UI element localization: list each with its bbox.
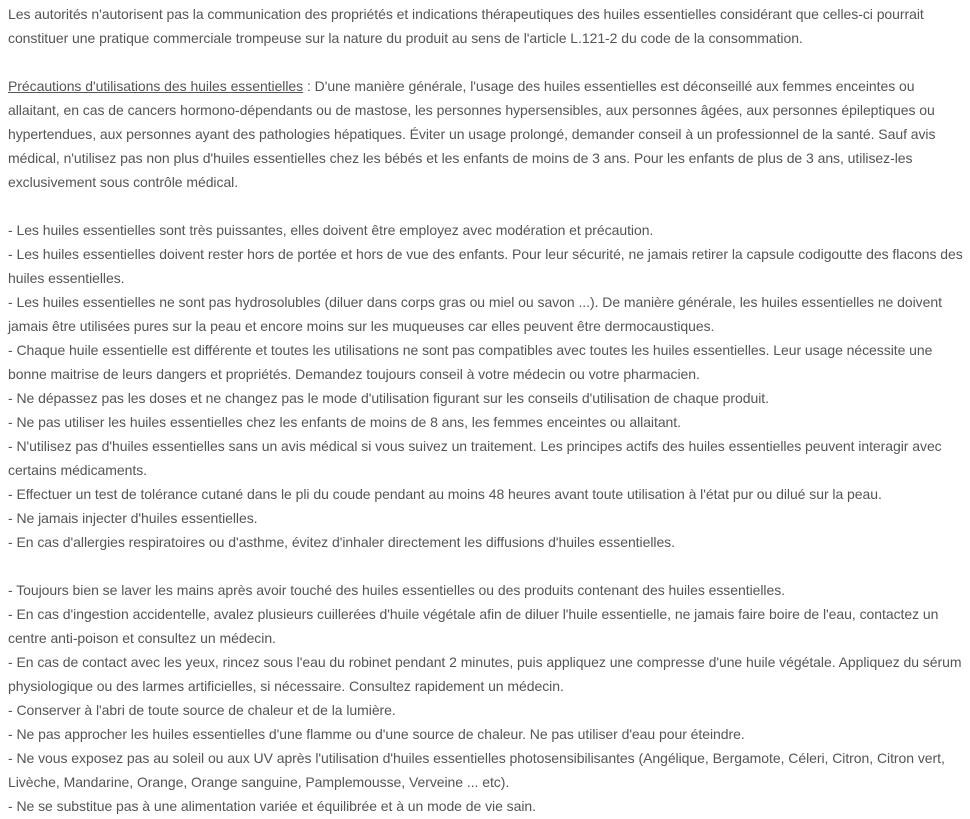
list-item: - Conserver à l'abri de toute source de chaleur et de la lumière. xyxy=(8,702,396,718)
precautions-separator: : xyxy=(303,78,315,94)
precautions-paragraph xyxy=(8,74,966,194)
list-item: - Ne dépassez pas les doses et ne changez pas le mode d'utilisation figurant sur les conseils d'utilisation de chaque produit. xyxy=(8,390,769,406)
list-item: - Les huiles essentielles ne sont pas hydrosolubles (diluer dans corps gras ou miel ou savon ...). De manière générale, les huiles essentielles ne doivent jamais être utilisées pures sur la peau et encore moins sur les muqueuses car elles peuvent être dermocaustiques. xyxy=(8,294,942,334)
list-item: - Ne jamais injecter d'huiles essentielles. xyxy=(8,510,258,526)
list-item: - En cas d'ingestion accidentelle, avalez plusieurs cuillerées d'huile végétale afin de diluer l'huile essentielle, ne jamais faire boire de l'eau, contactez un centre anti-poison et consultez un médecin. xyxy=(8,606,939,646)
precautions-list-1 xyxy=(8,218,966,554)
precautions-text: D'une manière générale, l'usage des huiles essentielles est déconseillé aux femmes enceintes ou allaitant, en cas de cancers hormono-dépendants ou de mastose, les personnes hypersensibles, aux personnes âgées, aux personnes épileptiques ou hypertendues, aux personnes ayant des pathologies hépatiques. Éviter un usage prolongé, demander conseil à un professionnel de la santé. Sauf avis médical, n'utilisez pas non plus d'huiles essentielles chez les bébés et les enfants de moins de 3 ans. Pour les enfants de plus de 3 ans, utilisez-les exclusivement sous contrôle médical. xyxy=(8,78,936,190)
list-item: - En cas de contact avec les yeux, rincez sous l'eau du robinet pendant 2 minutes, puis appliquez une compresse d'une huile végétale. Appliquez du sérum physiologique ou des larmes artificielles, si nécessaire. Consultez rapidement un médecin. xyxy=(8,654,962,694)
list-item: - Toujours bien se laver les mains après avoir touché des huiles essentielles ou des produits contenant des huiles essentielles. xyxy=(8,582,786,598)
list-item: - Chaque huile essentielle est différente et toutes les utilisations ne sont pas compatibles avec toutes les huiles essentielles. Leur usage nécessite une bonne maitrise de leurs dangers et propriétés. Demandez toujours conseil à votre médecin ou votre pharmacien. xyxy=(8,342,933,382)
list-item: - Les huiles essentielles sont très puissantes, elles doivent être employez avec modération et précaution. xyxy=(8,222,654,238)
precautions-title: Précautions d'utilisations des huiles essentielles xyxy=(8,78,304,94)
intro-paragraph: Les autorités n'autorisent pas la communication des propriétés et indications thérapeutiques des huiles essentielles considérant que celles-ci pourrait constituer une pratique commerciale trompeuse sur la nature du produit au sens de l'article L.121-2 du code de la consommation. xyxy=(8,6,924,46)
list-item: - Ne pas utiliser les huiles essentielles chez les enfants de moins de 8 ans, les femmes enceintes ou allaitant. xyxy=(8,414,681,430)
spacer xyxy=(8,554,966,578)
precautions-list-2 xyxy=(8,578,966,818)
list-item: - En cas d'allergies respiratoires ou d'asthme, évitez d'inhaler directement les diffusions d'huiles essentielles. xyxy=(8,534,675,550)
list-item: - Ne se substitue pas à une alimentation variée et équilibrée et à un mode de vie sain. xyxy=(8,798,536,814)
spacer xyxy=(8,50,966,74)
list-item: - Effectuer un test de tolérance cutané dans le pli du coude pendant au moins 48 heures avant toute utilisation à l'état pur ou dilué sur la peau. xyxy=(8,486,882,502)
list-item: - N'utilisez pas d'huiles essentielles sans un avis médical si vous suivez un traitement. Les principes actifs des huiles essentielles peuvent interagir avec certains médicaments. xyxy=(8,438,942,478)
spacer xyxy=(8,194,966,218)
list-item: - Ne vous exposez pas au soleil ou aux UV après l'utilisation d'huiles essentielles photosensibilisantes (Angélique, Bergamote, Céleri, Citron, Citron vert, Livèche, Mandarine, Orange, Orange sanguine, Pamplemousse, Verveine ... etc). xyxy=(8,750,945,790)
list-item: - Les huiles essentielles doivent rester hors de portée et hors de vue des enfants. Pour leur sécurité, ne jamais retirer la capsule codigoutte des flacons des huiles essentielles. xyxy=(8,246,963,286)
list-item: - Ne pas approcher les huiles essentielles d'une flamme ou d'une source de chaleur. Ne pas utiliser d'eau pour éteindre. xyxy=(8,726,745,742)
